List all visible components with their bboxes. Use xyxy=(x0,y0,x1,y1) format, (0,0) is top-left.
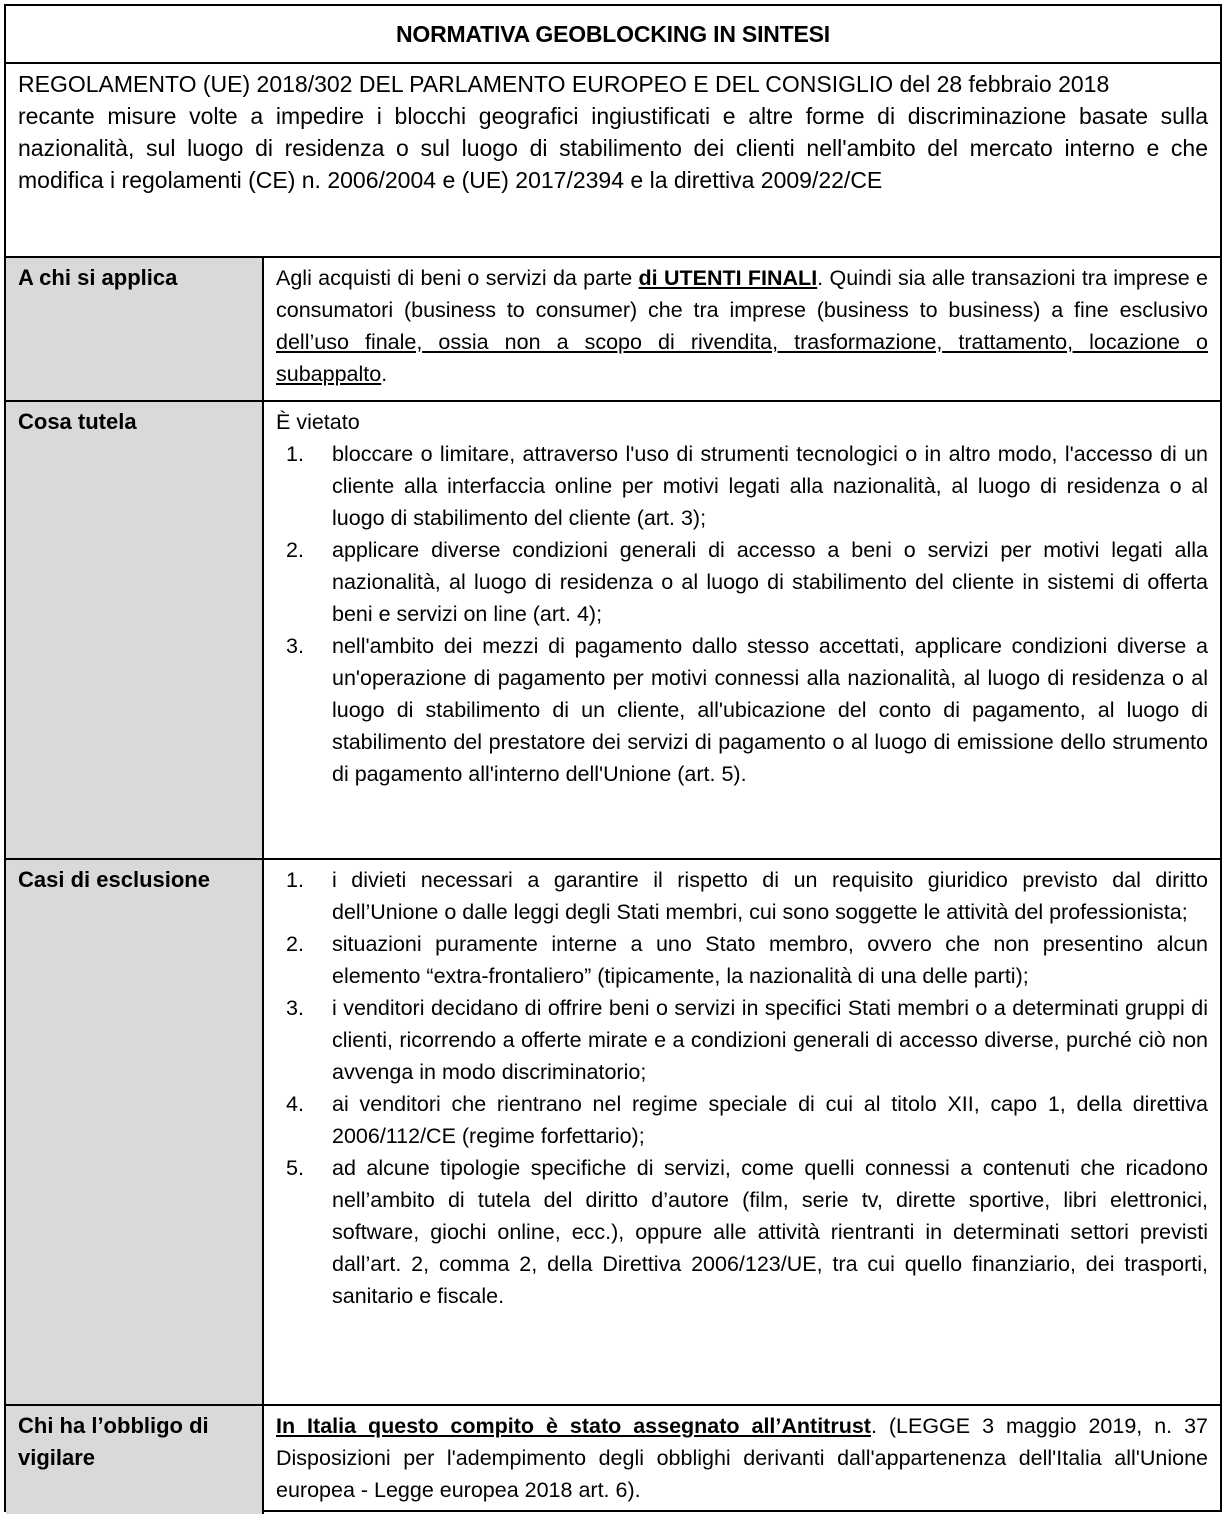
list-item: 5. ad alcune tipologie specifiche di servizi, come quelli connessi a contenuti che ricadono nell’ambito di tutela del diritto d’autore (film, serie tv, dirette sportive, libri elettronici, software, giochi online, ecc.), oppure alle attività rientranti in determinati settori previsti dall’art. 2, comma 2, della Direttiva 2006/123/UE, tra cui quello finanziario, dei trasporti, sanitario e fiscale. xyxy=(286,1156,1208,1308)
regulation-intro xyxy=(6,64,1220,258)
list-item: 1. bloccare o limitare, attraverso l'uso di strumenti tecnologici o in altro modo, l'accesso di un cliente alla interfaccia online per motivi legati alla nazionalità, al luogo di residenza o al luogo di stabilimento del cliente (art. 3); xyxy=(286,442,1208,530)
label-esclusione: Casi di esclusione xyxy=(6,860,264,1404)
label-vigilare: Chi ha l’obbligo di vigilare xyxy=(6,1406,264,1514)
row-tutela xyxy=(6,402,1220,860)
tutela-list xyxy=(276,438,1208,790)
row-vigilare xyxy=(6,1406,1220,1514)
list-item: 4. ai venditori che rientrano nel regime speciale di cui al titolo XII, capo 1, della direttiva 2006/112/CE (regime forfettario); xyxy=(286,1092,1208,1148)
list-item: 1. i divieti necessari a garantire il rispetto di un requisito giuridico previsto dal diritto dell’Unione o dalle leggi degli Stati membri, cui sono soggette le attività del professionista; xyxy=(286,868,1208,924)
tutela-intro: È vietato xyxy=(276,410,360,434)
content-esclusione xyxy=(264,860,1220,1404)
list-item: 2. applicare diverse condizioni generali di accesso a beni o servizi per motivi legati alla nazionalità, al luogo di residenza o al luogo di stabilimento del cliente in sistemi di offerta beni e servizi on line (art. 4); xyxy=(286,538,1208,626)
regulation-subtitle: recante misure volte a impedire i blocchi geografici ingiustificati e altre forme di discriminazione basate sulla nazionalità, sul luogo di residenza o sul luogo di stabilimento dei clienti nell'ambito del mercato interno e che modifica i regolamenti (CE) n. 2006/2004 e (UE) 2017/2394 e la direttiva 2009/22/CE xyxy=(18,103,1208,193)
row-applica xyxy=(6,258,1220,402)
label-tutela: Cosa tutela xyxy=(6,402,264,858)
label-applica: A chi si applica xyxy=(6,258,264,400)
uso-finale-text: dell’uso finale, ossia non a scopo di rivendita, trasformazione, trattamento, locazione o subappalto xyxy=(276,330,1208,386)
utenti-finali-text: di UTENTI FINALI xyxy=(638,266,818,290)
list-item: 3. i venditori decidano di offrire beni o servizi in specifici Stati membri o a determinati gruppi di clienti, ricorrendo a offerte mirate e a condizioni generali di accesso diverse, purché ciò non avvenga in modo discriminatorio; xyxy=(286,996,1208,1084)
esclusione-list xyxy=(276,864,1208,1312)
content-applica: Agli acquisti di beni o servizi da parte di UTENTI FINALI. Quindi sia alle transazioni tra imprese e consumatori (business to consumer) che tra imprese (business to business) a fine esclusivo dell’uso finale, ossia non a scopo di rivendita, trasformazione, trattamento, locazione o subappalto. xyxy=(276,266,1208,386)
list-item: 3. nell'ambito dei mezzi di pagamento dallo stesso accettati, applicare condizioni diverse a un'operazione di pagamento per motivi connessi alla nazionalità, al luogo di residenza o al luogo di stabilimento di un cliente, all'ubicazione del conto di pagamento, al luogo di stabilimento del prestatore dei servizi di pagamento o al luogo di emissione dello strumento di pagamento all'interno dell'Unione (art. 5). xyxy=(286,634,1208,786)
summary-table xyxy=(4,4,1222,1512)
list-item: 2. situazioni puramente interne a uno Stato membro, ovvero che non presentino alcun elemento “extra-frontaliero” (tipicamente, la nazionalità di una delle parti); xyxy=(286,932,1208,988)
antitrust-text: In Italia questo compito è stato assegnato all’Antitrust xyxy=(276,1414,871,1438)
row-esclusione xyxy=(6,860,1220,1406)
regulation-title: REGOLAMENTO (UE) 2018/302 DEL PARLAMENTO EUROPEO E DEL CONSIGLIO del 28 febbraio 2018 xyxy=(18,71,1110,97)
table-title: NORMATIVA GEOBLOCKING IN SINTESI xyxy=(6,6,1220,64)
content-vigilare: In Italia questo compito è stato assegnato all’Antitrust. (LEGGE 3 maggio 2019, n. 37 Disposizioni per l'adempimento degli obblighi derivanti dall'appartenenza dell'Italia all'Unione europea - Legge europea 2018 art. 6). xyxy=(276,1414,1208,1502)
content-tutela xyxy=(264,402,1220,858)
